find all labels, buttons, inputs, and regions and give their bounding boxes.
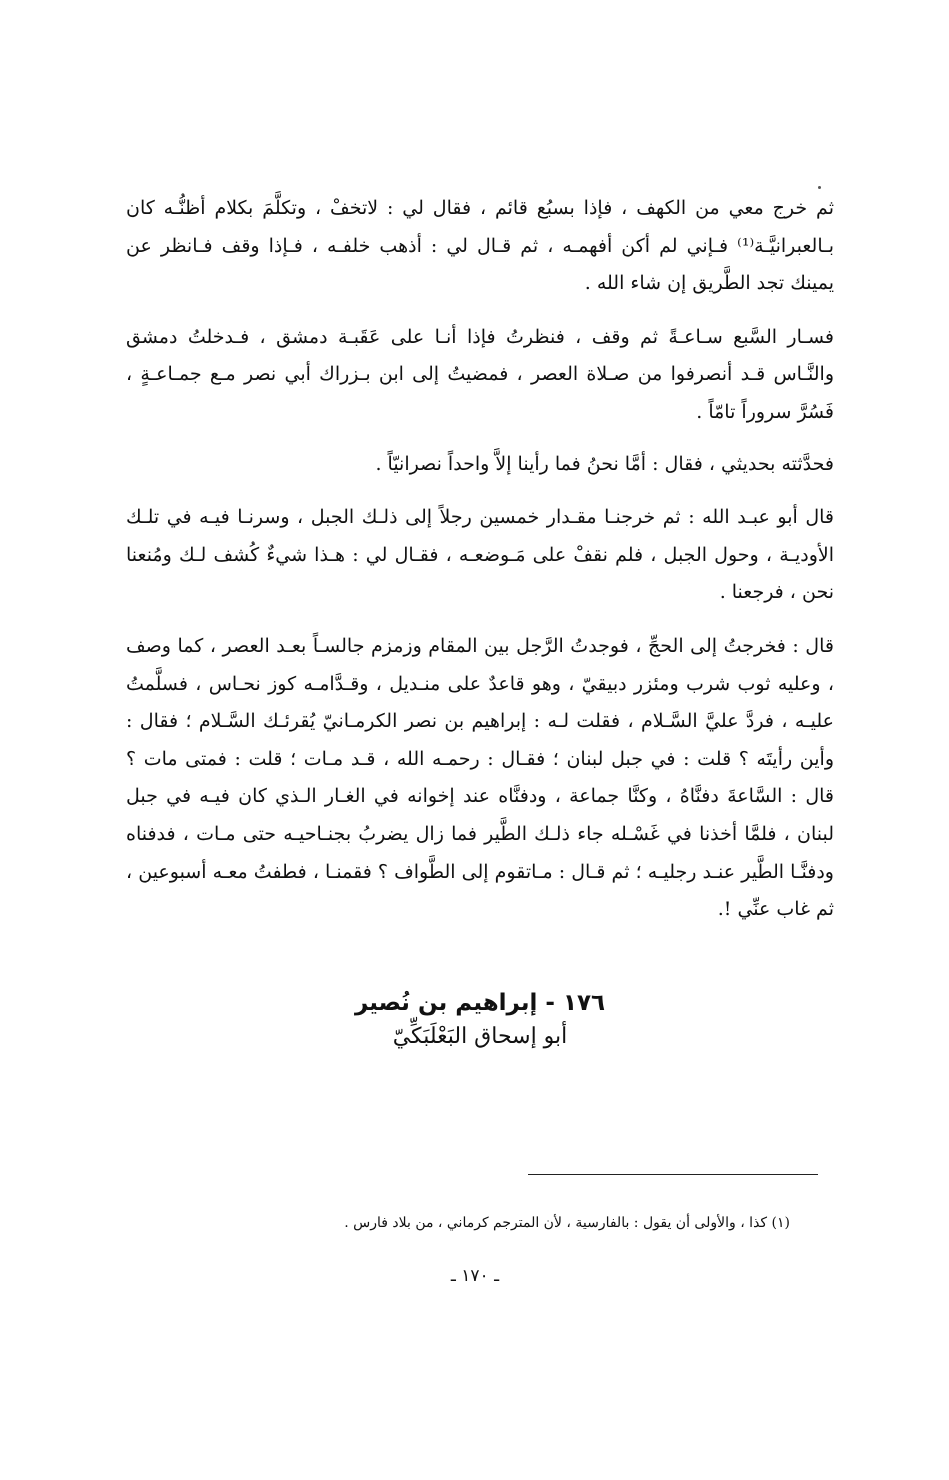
paragraph-3: فحدَّثته بحديثي ، فقال : أمَّا نحنُ فما رأينا إلاَّ واحداً نصرانيّاً . xyxy=(375,452,834,475)
footnote: (١) كذا ، والأولى أن يقول : بالفارسية ، لأن المترجم كرماني ، من بلاد فارس . xyxy=(344,1215,790,1231)
entry-title: ١٧٦ - إبراهيم بن نُصير xyxy=(354,990,606,1016)
paragraph-5: قال : فخرجتُ إلى الحجِّ ، فوجدتُ الرَّجل بين المقام وزمزم جالسـاً بعـد العصر ، كما وصف ، وعليه ثوب شرب ومئزر دبيقيّ ، وهو قاعدٌ على منـديل ، وقـدَّامـه كوز نحـاس ، فسلَّمتُ عليـه ، فردَّ عليَّ السَّـلام ، فقلت لـه : إبراهيم بن نصر الكرمـانيّ يُقرئـك السَّـلام ؛ فقال : وأين رأيتَه ؟ قلت : في جبل لبنان ؛ فقـال : رحمـه الله ، قـد مـات ؛ قلت : فمتى مات ؟ قال : السَّاعةَ دفنَّاهُ ، وكنَّا جماعة ، ودفنَّاه عند إخوانه في الغـار الـذي كان فيـه في جبل لبنان ، فلمَّا أخذنا في غَسْـله جاء ذلـك الطَّير فما زال يضربُ بجنـاحيـه حتى مـات ، فدفناه ودفنَّـا الطَّير عنـد رجليـه ؛ ثم قـال : مـاتقوم إلى الطَّواف ؟ فقمنـا ، فطفتُ معـه أسبوعين ، ثم غاب عنِّي !. xyxy=(126,634,834,921)
paragraph-1: ثم خرج معي من الكهف ، فإذا بسبُع قائم ، فقال لي : لاتخفْ ، وتكلَّمَ بكلام أظنُّـه كان بـالعبرانيَّـة⁽¹⁾ فـإني لم أكن أفهمـه ، ثم قـال لي : أذهب خلفـه ، فـإذا وقف فـانظر عن يمينك تجد الطَّريق إن شاء الله . xyxy=(126,197,834,295)
entry-heading xyxy=(126,986,834,1054)
scan-speck xyxy=(818,186,821,189)
page-number: ـ ١٧٠ ـ xyxy=(450,1266,500,1286)
paragraph-2: فسـار السَّبع سـاعـةً ثم وقف ، فنظرتُ فإذا أنـا على عَقَبـة دمشق ، فـدخلتُ دمشق والنَّـاس قـد أنصرفوا من صـلاة العصر ، فمضيتُ إلى ابن بـزراك أبي نصر مـع جمـاعـةٍ ، فَسُرَّ سروراً تامّاً . xyxy=(126,325,834,423)
paragraph-4: قال أبو عبـد الله : ثم خرجنـا مقـدار خمسين رجلاً إلى ذلـك الجبل ، وسرنـا فيـه في تلـك الأوديـة ، وحول الجبل ، فلم نقفْ على مَـوضعـه ، فقـال لي : هـذا شيءٌ كُشف لـك ومُنعنا نحن ، فرجعنا . xyxy=(126,506,834,604)
entry-subtitle: أبو إسحاق البَعْلَبَكِّيّ xyxy=(392,1024,568,1049)
footnote-divider xyxy=(528,1174,818,1175)
main-text-block xyxy=(126,190,834,945)
